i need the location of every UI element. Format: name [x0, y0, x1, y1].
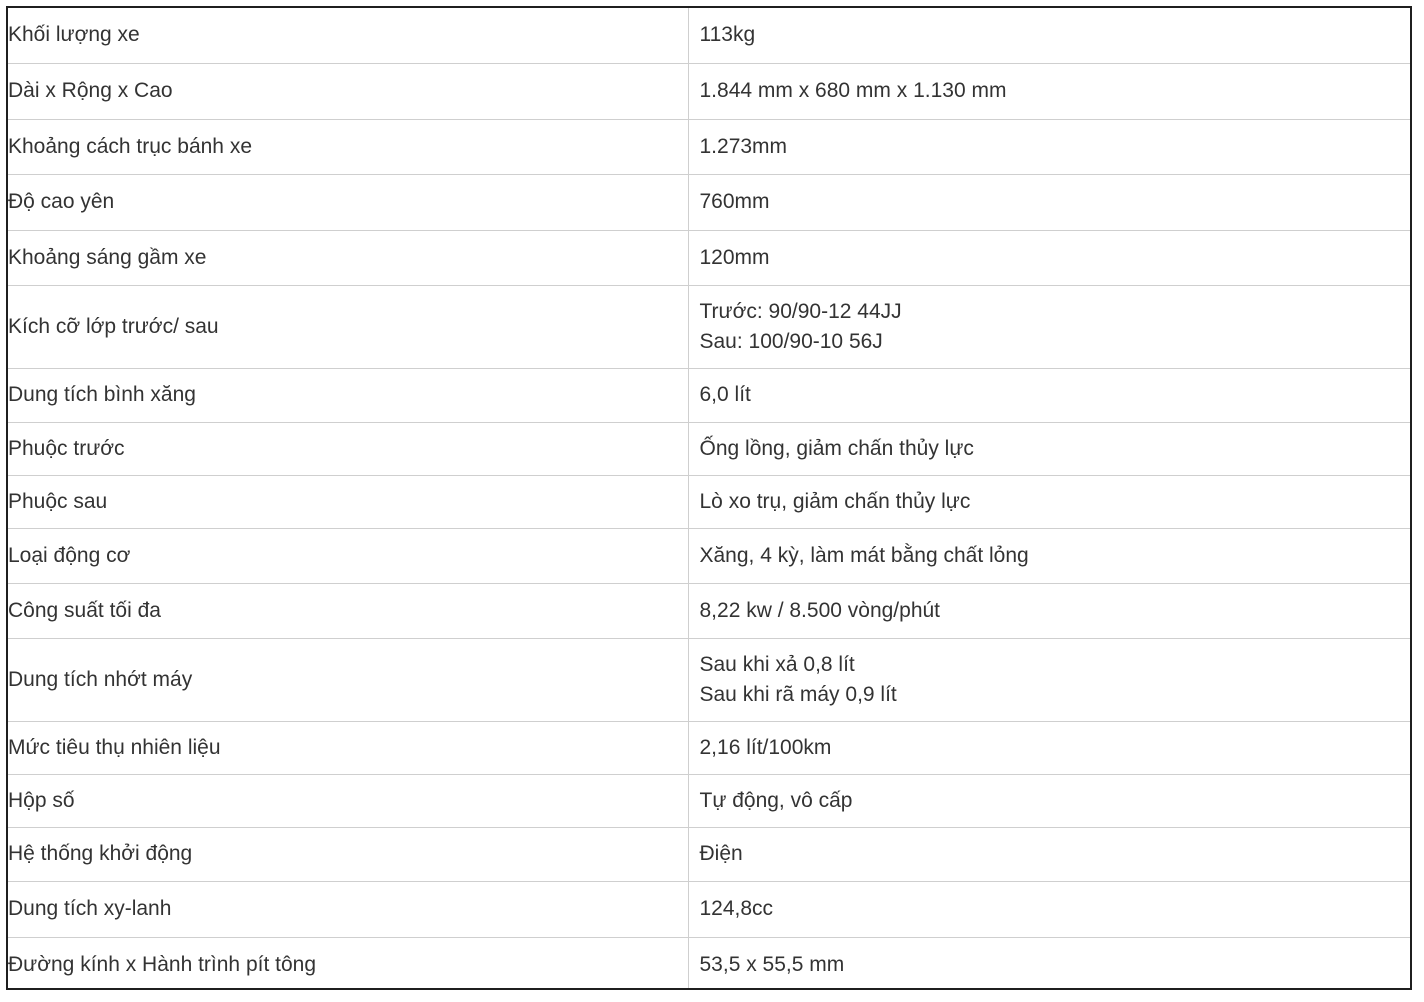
table-row [8, 638, 1410, 721]
table-row [8, 368, 1410, 422]
spec-value-line: Trước: 90/90-12 44JJ [699, 299, 902, 323]
table-row [8, 63, 1410, 119]
table-row [8, 721, 1410, 774]
table-row [8, 230, 1410, 285]
spec-label: Dung tích xy-lanh [8, 881, 688, 937]
spec-label: Hộp số [8, 774, 688, 827]
spec-value-line: 6,0 lít [699, 383, 751, 406]
spec-value-line: Điện [699, 842, 743, 865]
table-row [8, 475, 1410, 528]
spec-value [688, 368, 1410, 422]
spec-value-line: 8,22 kw / 8.500 vòng/phút [699, 598, 941, 622]
table-row [8, 528, 1410, 583]
spec-value [688, 285, 1410, 368]
spec-value-line: 113kg [699, 23, 756, 47]
table-row [8, 8, 1410, 63]
spec-value-line: Sau: 100/90-10 56J [699, 329, 883, 353]
spec-value-line: 760mm [699, 190, 770, 213]
spec-value-line: 53,5 x 55,5 mm [699, 952, 845, 976]
table-row [8, 827, 1410, 881]
spec-value-line: Lò xo trụ, giảm chấn thủy lực [699, 489, 971, 513]
spec-value [688, 774, 1410, 827]
spec-value [688, 721, 1410, 774]
spec-label: Khối lượng xe [8, 8, 688, 63]
table-row [8, 119, 1410, 174]
table-row [8, 881, 1410, 937]
spec-label: Kích cỡ lớp trước/ sau [8, 285, 688, 368]
spec-label: Phuộc trước [8, 422, 688, 475]
spec-value-line: Xăng, 4 kỳ, làm mát bằng chất lỏng [699, 543, 1029, 567]
table-row [8, 937, 1410, 990]
spec-label: Độ cao yên [8, 174, 688, 230]
spec-value-line: 1.273mm [699, 134, 788, 158]
spec-label: Loại động cơ [8, 528, 688, 583]
spec-value [688, 8, 1410, 63]
spec-value-line: Tự động, vô cấp [699, 788, 853, 812]
spec-value-line: Ống lồng, giảm chấn thủy lực [699, 436, 974, 460]
spec-label: Phuộc sau [8, 475, 688, 528]
spec-table-frame [6, 6, 1412, 990]
spec-label: Công suất tối đa [8, 583, 688, 638]
table-row [8, 285, 1410, 368]
spec-label: Khoảng cách trục bánh xe [8, 119, 688, 174]
spec-value-line: 124,8cc [699, 897, 774, 920]
spec-value [688, 63, 1410, 119]
spec-label: Dung tích nhớt máy [8, 638, 688, 721]
table-row [8, 774, 1410, 827]
spec-value [688, 475, 1410, 528]
spec-table [8, 8, 1410, 990]
spec-value [688, 937, 1410, 990]
table-row [8, 422, 1410, 475]
spec-value-line: 2,16 lít/100km [699, 735, 832, 759]
spec-value-line: Sau khi xả 0,8 lít [699, 652, 855, 676]
table-row [8, 583, 1410, 638]
spec-value [688, 881, 1410, 937]
spec-label: Dung tích bình xăng [8, 368, 688, 422]
spec-value-line: 1.844 mm x 680 mm x 1.130 mm [699, 79, 1007, 102]
spec-value [688, 583, 1410, 638]
spec-value-line: 120mm [699, 245, 770, 269]
spec-value [688, 174, 1410, 230]
spec-value [688, 119, 1410, 174]
spec-value [688, 528, 1410, 583]
spec-label: Khoảng sáng gầm xe [8, 230, 688, 285]
table-row [8, 174, 1410, 230]
spec-value-line: Sau khi rã máy 0,9 lít [699, 682, 897, 706]
spec-value [688, 638, 1410, 721]
spec-value [688, 827, 1410, 881]
spec-label: Dài x Rộng x Cao [8, 63, 688, 119]
spec-label: Mức tiêu thụ nhiên liệu [8, 721, 688, 774]
spec-label: Đường kính x Hành trình pít tông [8, 937, 688, 990]
spec-label: Hệ thống khởi động [8, 827, 688, 881]
spec-value [688, 422, 1410, 475]
spec-value [688, 230, 1410, 285]
